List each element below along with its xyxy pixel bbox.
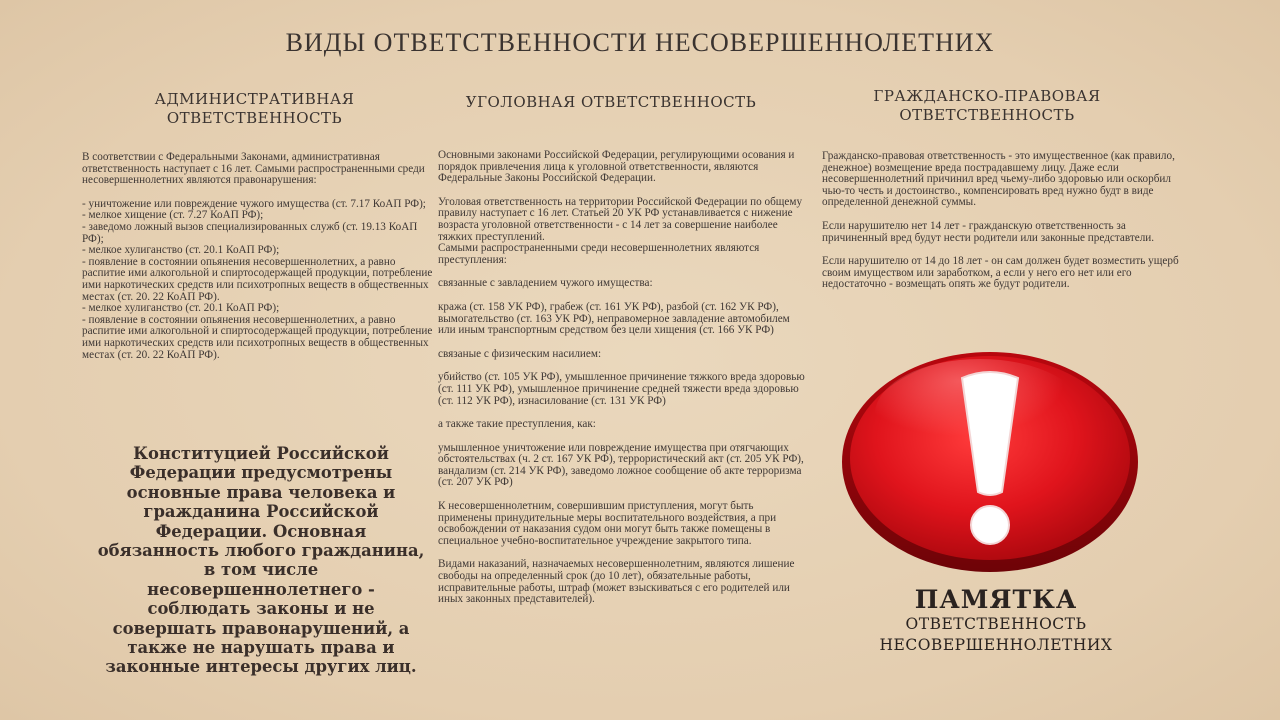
constitution-statement: Конституцией Российской Федерации предусмотрены основные права человека и гражданина Российской Федерации. Основная обязанность любого гражданина, в том числе несовершеннолетнего - соблюдать законы и не совершать правонарушений, а также не нарушать права и законные интересы других лиц. <box>97 444 425 677</box>
civil-p1: Гражданско-правовая ответственность - это имущественное (как правило, денежное) возмещение вреда пострадавшему лицу. Даже если несовершеннолетний причинил вред чьему-либо здоровью или оскорбил чью-то честь и достоинство., компенсировать вред нужно будт в виде определенной денежной суммы. <box>822 150 1175 209</box>
civil-column-title <box>862 87 1112 125</box>
memo-title: ПАМЯТКА <box>914 585 1078 614</box>
admin-column-title <box>142 90 367 128</box>
criminal-p5: связаные с физическим насилием: <box>438 347 602 360</box>
criminal-p9: К несовершеннолетним, совершившим приступления, могут быть применены принудительные меры воспитательного воздействия, а при освобождении от наказания судом они могут быть также помещены в специальное учебно-воспитательное учреждение закрытого типа. <box>438 500 777 547</box>
criminal-column-text <box>438 150 808 606</box>
criminal-p4: кража (ст. 158 УК РФ), грабеж (ст. 161 УК РФ), разбой (ст. 162 УК РФ), вымогательство (ст. 163 УК РФ), неправомерное завладение автомобилем или иным транспортным средством без цели хищения (ст. 166 УК РФ) <box>438 300 790 337</box>
criminal-p10: Видами наказаний, назначаемых несовершеннолетним, являются лишение свободы на определенный срок (до 10 лет), обязательные работы, исправительные работы, штраф (может взыскиваться с его родителей или иных законных представителей). <box>438 558 795 606</box>
memo-line1: ОТВЕТСТВЕННОСТЬ <box>905 615 1087 633</box>
page-title: ВИДЫ ОТВЕТСТВЕННОСТИ НЕСОВЕРШЕННОЛЕТНИХ <box>285 28 995 57</box>
civil-p2: Если нарушителю нет 14 лет - гражданскую ответственность за причиненный вред будут нести родители или законные представтели. <box>822 219 1155 244</box>
memo-line2: НЕСОВЕРШЕННОЛЕТНИХ <box>879 636 1113 654</box>
memo-subtitle <box>846 614 1146 656</box>
criminal-p1: Основными законами Российской Федерации, регулирующими осования и порядок привлечения лица к уголовной ответственности, являются Федеральные Законы Российской Федерации. <box>438 149 795 185</box>
admin-title-line2: ОТВЕТСТВЕННОСТЬ <box>166 109 343 127</box>
alert-badge <box>840 344 1140 574</box>
admin-title-line1: АДМИНИСТРАТИВНАЯ <box>154 90 355 108</box>
admin-column-text <box>82 152 434 361</box>
criminal-p2: Уголовая ответственность на территории Российской Федерации по общему правилу наступает с 16 лет. Статьей 20 УК РФ устанавливается с нижение возраста уголовной ответственности - с 14 лет за совершение наиболее тяжких преступлений. Самыми распространенными среди несовершеннолетних являются преступления: <box>438 195 803 266</box>
criminal-p8: умышленное уничтожение или повреждение имущества при отягчающих обстоятельствах (ч. 2 ст. 167 УК РФ), террористический акт (ст. 205 УК РФ), вандализм (ст. 214 УК РФ), заведомо ложное сообщение об акте терроризма (ст. 207 УК РФ) <box>438 441 804 489</box>
criminal-p6: убийство (ст. 105 УК РФ), умышленное причинение тяжкого вреда здоровью (ст. 111 УК РФ), умышленное причинение средней тяжести вреда здоровью (ст. 112 УК РФ), изнасилование (ст. 131 УК РФ) <box>438 371 805 407</box>
civil-column-text <box>822 151 1190 291</box>
admin-intro: В соответствии с Федеральными Законами, административная ответственность наступает с 16 лет. Самыми распространенными среди несовершеннолетних являются правонарушения: <box>82 151 425 187</box>
admin-offense-list: - уничтожение или повреждение чужого имущества (ст. 7.17 КоАП РФ); - мелкое хищение (ст. 7.27 КоАП РФ); - заведомо ложный вызов специализированных служб (ст. 19.13 КоАП РФ); - мелкое хулиганство (ст. 20.1 КоАП РФ); - появление в состоянии опьянения несовершеннолетних, а равно распитие ими алкогольной и спиртосодержащей продукции, потребление ими наркотических средств или психотропных веществ в общественных местах (ст. 20. 22 КоАП РФ). - мелкое хулиганство (ст. 20.1 КоАП РФ); - появление в состоянии опьянения несовершеннолетних, а равно распитие ими алкогольной и спиртосодержащей продукции, потребление ими наркотических средств или психотропных веществ в общественных местах (ст. 20. 22 КоАП РФ). <box>82 197 433 361</box>
criminal-p7: а также такие преступления, как: <box>438 418 596 431</box>
criminal-p3: связанные с завладением чужого имущества: <box>438 277 653 290</box>
civil-title-line2: ОТВЕТСТВЕННОСТЬ <box>899 106 1075 124</box>
criminal-column-title: УГОЛОВНАЯ ОТВЕТСТВЕННОСТЬ <box>465 93 757 111</box>
civil-p3: Если нарушителю от 14 до 18 лет - он сам должен будет возместить ущерб своим имуществом или заработком, а если у него его нет или его недостаточно - возмещать опять же будут родители. <box>822 255 1179 291</box>
exclamation-icon <box>840 344 1140 574</box>
civil-title-line1: ГРАЖДАНСКО-ПРАВОВАЯ <box>873 87 1101 105</box>
